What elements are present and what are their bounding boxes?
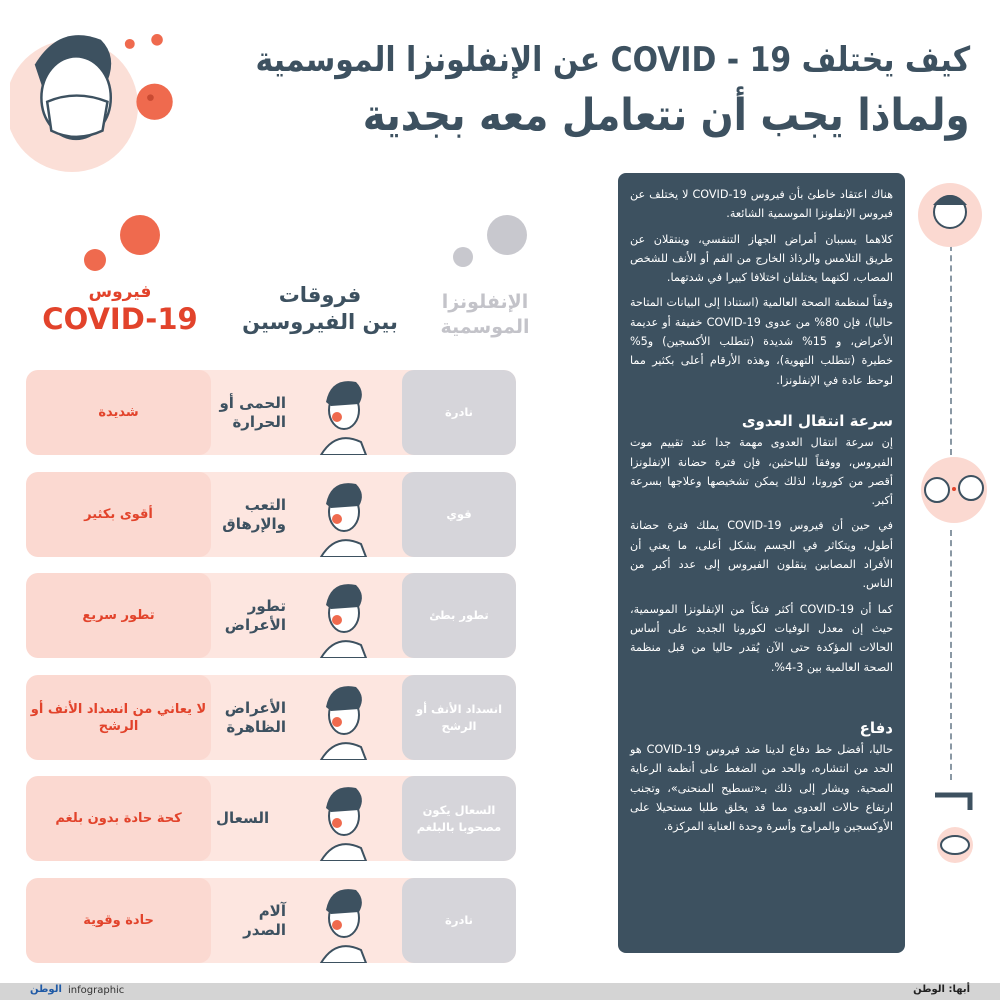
title-line-1: كيف يختلف COVID - 19 عن الإنفلونزا الموسمية: [255, 40, 970, 80]
diff-column-header: [225, 282, 415, 336]
comparison-row: [26, 675, 516, 760]
covid-header-top: فيروس: [88, 282, 152, 302]
masked-man-illustration: [10, 15, 200, 172]
symptom-label: السعال: [216, 809, 270, 827]
flu-virus-icon: [445, 205, 545, 275]
symptom-person-illustration: [311, 677, 381, 760]
timeline-divider: [950, 245, 952, 455]
flu-cell: السعال يكون مصحوبا بالبلغم: [402, 776, 516, 861]
speed-paragraph: كما أن COVID-19 أكثر فتكاً من الإنفلونزا الموسمية، حيث إن معدل الوفيات لكورونا الجديد على أساس الحالات المؤكدة حتى الآن يُقدر حاليا من قبل منظمة الصحة العالمية بين 3-4%.: [630, 602, 893, 674]
symptom-person-illustration: [311, 575, 381, 658]
flu-cell: تطور بطئ: [402, 573, 516, 658]
virus-icon: [136, 84, 172, 120]
covid-cell: لا يعاني من انسداد الأنف أو الرشح: [26, 675, 211, 760]
symptom-label: التعب والإرهاق: [222, 495, 286, 533]
covid-cell: شديدة: [26, 370, 211, 455]
brand-logo: الوطن: [30, 984, 62, 995]
symptom-label: الأعراض الظاهرة: [224, 698, 286, 736]
info-panel: [618, 173, 905, 953]
defense-paragraph: حاليا، أفضل خط دفاع لدينا ضد فيروس COVID-19 هو الحد من انتشاره، والحد من الضغط على أنظمة الرعاية الصحية. ويشار إلى ذلك بـ«تسطيح المنحنى»، وتجنب ارتفاع حالات العدوى مما قد يخلق طلبا مستحيلا على الأوكسجين والمراوح وأسرة وحدة العناية المركزة.: [630, 743, 893, 834]
defense-heading: دفاع: [859, 718, 893, 737]
covid-column-header: [30, 282, 210, 336]
flu-cell: انسداد الأنف أو الرشح: [402, 675, 516, 760]
symptom-label: آلام الصدر: [243, 901, 286, 939]
speed-heading: سرعة انتقال العدوى: [741, 411, 893, 430]
covid-virus-icon: [75, 205, 175, 275]
symptom-label: تطور الأعراض: [224, 596, 286, 634]
flu-cell: نادرة: [402, 370, 516, 455]
intro-paragraph: هناك اعتقاد خاطئ بأن فيروس COVID-19 لا يختلف عن فيروس الإنفلونزا الموسمية الشائعة.: [630, 188, 893, 221]
masked-person-icon: [915, 180, 985, 250]
infographic-label: infographic: [68, 985, 125, 996]
covid-cell: حادة وقوية: [26, 878, 211, 963]
covid-cell: كحة حادة بدون بلغم: [26, 776, 211, 861]
diff-header-line2: بين الفيروسين: [242, 310, 398, 334]
comparison-row: [26, 472, 516, 557]
comparison-row: [26, 573, 516, 658]
covid-header-main: COVID-19: [42, 302, 198, 336]
sneezing-people-icon: [915, 455, 993, 525]
symptom-person-illustration: [311, 778, 381, 861]
symptom-person-illustration: [311, 372, 381, 455]
symptom-person-illustration: [311, 880, 381, 963]
symptom-label: الحمى أو الحرارة: [219, 393, 286, 431]
diff-header-line1: فروقات: [278, 283, 362, 307]
timeline-divider: [950, 530, 952, 780]
flu-cell: نادرة: [402, 878, 516, 963]
comparison-row: [26, 878, 516, 963]
comparison-row: [26, 776, 516, 861]
flu-cell: قوي: [402, 472, 516, 557]
covid-cell: تطور سريع: [26, 573, 211, 658]
comparison-row: [26, 370, 516, 455]
speed-paragraph: إن سرعة انتقال العدوى مهمة جدا عند تقييم موت الفيروس، ووفقاً للباحثين، فإن فترة حضانة الإنفلونزا أقصر من كورونا، لذلك يمكن تشخيصها وعلاجها بسرعة أكبر.: [630, 436, 893, 508]
intro-paragraph: وفقاً لمنظمة الصحة العالمية (استنادا إلى البيانات المتاحة حاليا)، فإن 80% من عدوى COVID-19 خفيفة أو عديمة الأعراض، و 15% شديدة (تتطلب الأكسجين) و5% خطيرة (تتطلب التهوية)، وهذه الأرقام أعلى بكثير مما لوحظ عادة في الإنفلونزا.: [630, 296, 894, 387]
flu-header-line2: الموسمية: [440, 316, 530, 338]
title-line-2: ولماذا يجب أن نتعامل معه بجدية: [363, 90, 970, 141]
footer-bar: [0, 983, 1000, 1000]
flu-column-header: [415, 290, 555, 340]
symptom-person-illustration: [311, 474, 381, 557]
flu-header-line1: الإنفلونزا: [441, 291, 529, 313]
speed-paragraph: في حين أن فيروس COVID-19 يملك فترة حضانة أطول، ويتكاثر في الجسم بشكل أعلى، ما يعني أن الأفراد المصابين ينقلون الفيروس إلى عدد أكبر من الناس.: [630, 519, 893, 591]
intro-paragraph: كلاهما يسببان أمراض الجهاز التنفسي، وينتقلان عن طريق التلامس والرذاذ الخارج من الفم أو الأنف للشخص المصاب، لكنهما يختلفان اختلافا كبيرا في شدتهما.: [630, 232, 893, 285]
handwashing-icon: [915, 785, 990, 865]
credit-text: أبها: الوطن: [913, 984, 970, 995]
covid-cell: أقوى بكثير: [26, 472, 211, 557]
